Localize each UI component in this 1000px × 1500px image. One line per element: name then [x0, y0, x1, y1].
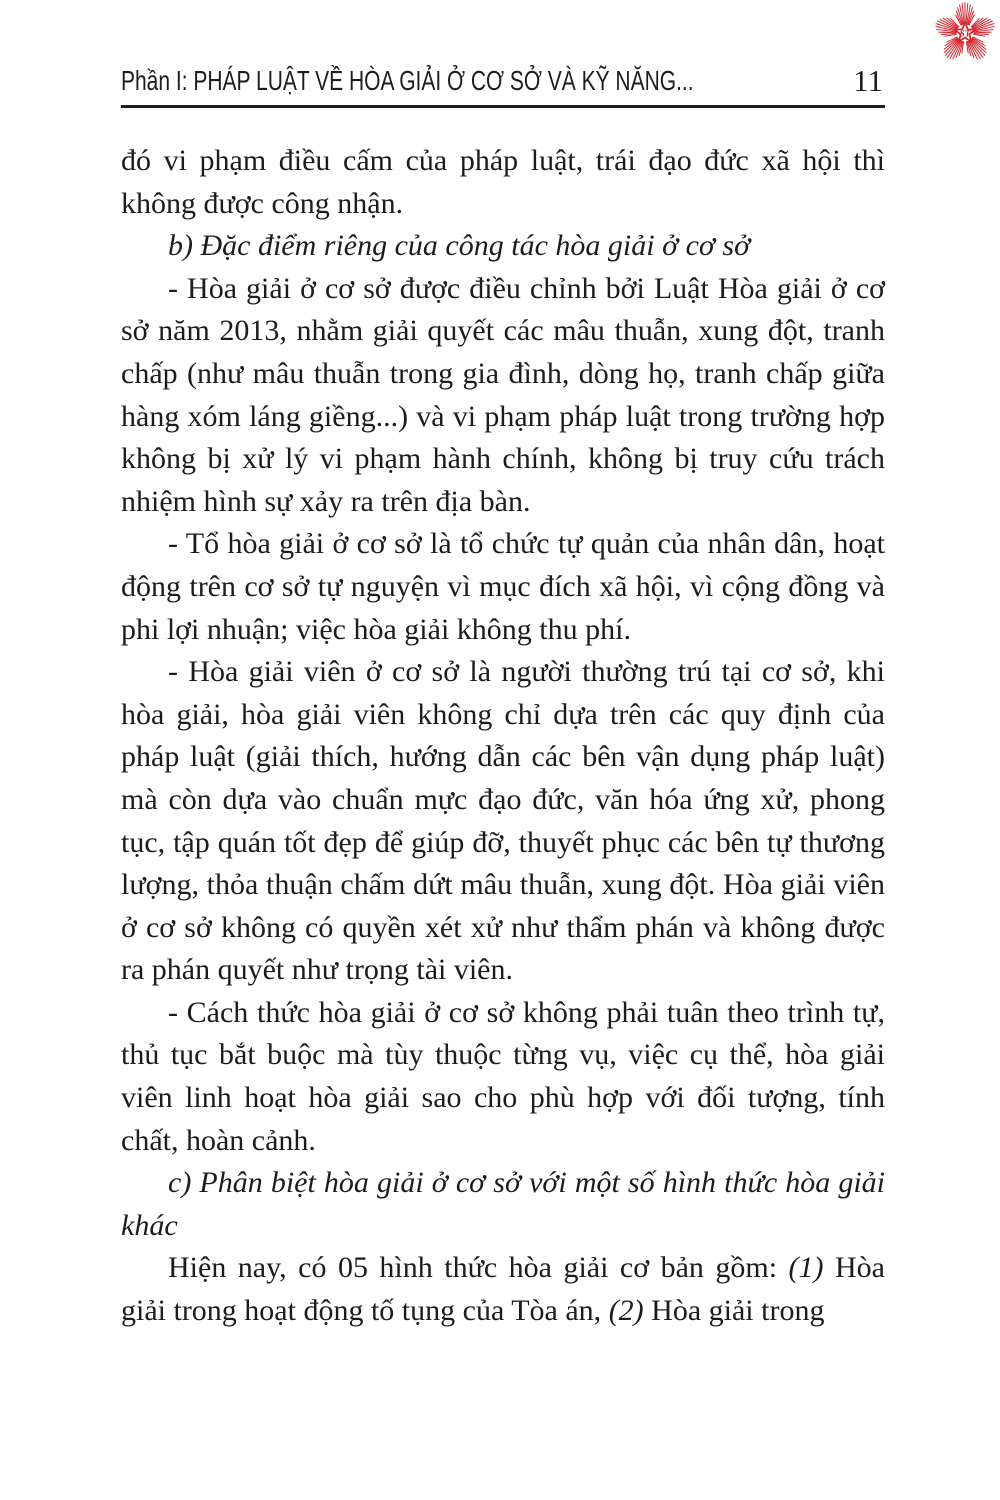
- section-heading-c: c) Phân biệt hòa giải ở cơ sở với một số hình thức hòa giải khác: [121, 1166, 885, 1242]
- page-number: 11: [853, 63, 883, 98]
- text-segment: Hòa giải trong: [643, 1294, 825, 1328]
- text-segment: Hòa giải trong hoạt động tố tụng của Tòa án,: [121, 1251, 885, 1328]
- paragraph: - Tổ hòa giải ở cơ sở là tổ chức tự quản của nhân dân, hoạt động trên cơ sở tự nguyện vì mục đích xã hội, vì cộng đồng và phi lợi nhuận; việc hòa giải không thu phí.: [121, 527, 885, 646]
- starburst-icon: [931, 0, 999, 66]
- paragraph: - Hòa giải ở cơ sở được điều chỉnh bởi Luật Hòa giải ở cơ sở năm 2013, nhằm giải quyết các mâu thuẫn, xung đột, tranh chấp (như mâu thuẫn trong gia đình, dòng họ, tranh chấp giữa hàng xóm láng giềng...) và vi phạm pháp luật trong trường hợp không bị xử lý vi phạm hành chính, không bị truy cứu trách nhiệm hình sự xảy ra trên địa bàn.: [121, 271, 885, 518]
- page-body: [121, 140, 885, 1333]
- enum-marker-1: (1): [788, 1251, 824, 1285]
- enum-marker-2: (2): [608, 1294, 644, 1328]
- section-heading-b: b) Đặc điểm riêng của công tác hòa giải ở cơ sở: [168, 229, 751, 263]
- running-header: [121, 58, 885, 108]
- text-segment: Hiện nay, có 05 hình thức hòa giải cơ bản gồm:: [168, 1251, 789, 1285]
- paragraph: - Cách thức hòa giải ở cơ sở không phải tuân theo trình tự, thủ tục bắt buộc mà tùy thuộc từng vụ, việc cụ thể, hòa giải viên linh hoạt hòa giải sao cho phù hợp với đối tượng, tính chất, hoàn cảnh.: [121, 995, 885, 1157]
- running-title: Phần I: PHÁP LUẬT VỀ HÒA GIẢI Ở CƠ SỞ VÀ KỸ NĂNG...: [121, 65, 694, 96]
- paragraph: - Hòa giải viên ở cơ sở là người thường trú tại cơ sở, khi hòa giải, hòa giải viên không chỉ dựa trên các quy định của pháp luật (giải thích, hướng dẫn các bên vận dụng pháp luật) mà còn dựa vào chuẩn mực đạo đức, văn hóa ứng xử, phong tục, tập quán tốt đẹp để giúp đỡ, thuyết phục các bên tự thương lượng, thỏa thuận chấm dứt mâu thuẫn, xung đột. Hòa giải viên ở cơ sở không có quyền xét xử như thẩm phán và không được ra phán quyết như trọng tài viên.: [121, 655, 885, 987]
- paragraph-continuation: đó vi phạm điều cấm của pháp luật, trái đạo đức xã hội thì không được công nhận.: [121, 144, 885, 220]
- paragraph-final: [121, 1247, 885, 1332]
- logo-monogram: ST: [959, 28, 971, 39]
- publisher-logo: [931, 0, 999, 66]
